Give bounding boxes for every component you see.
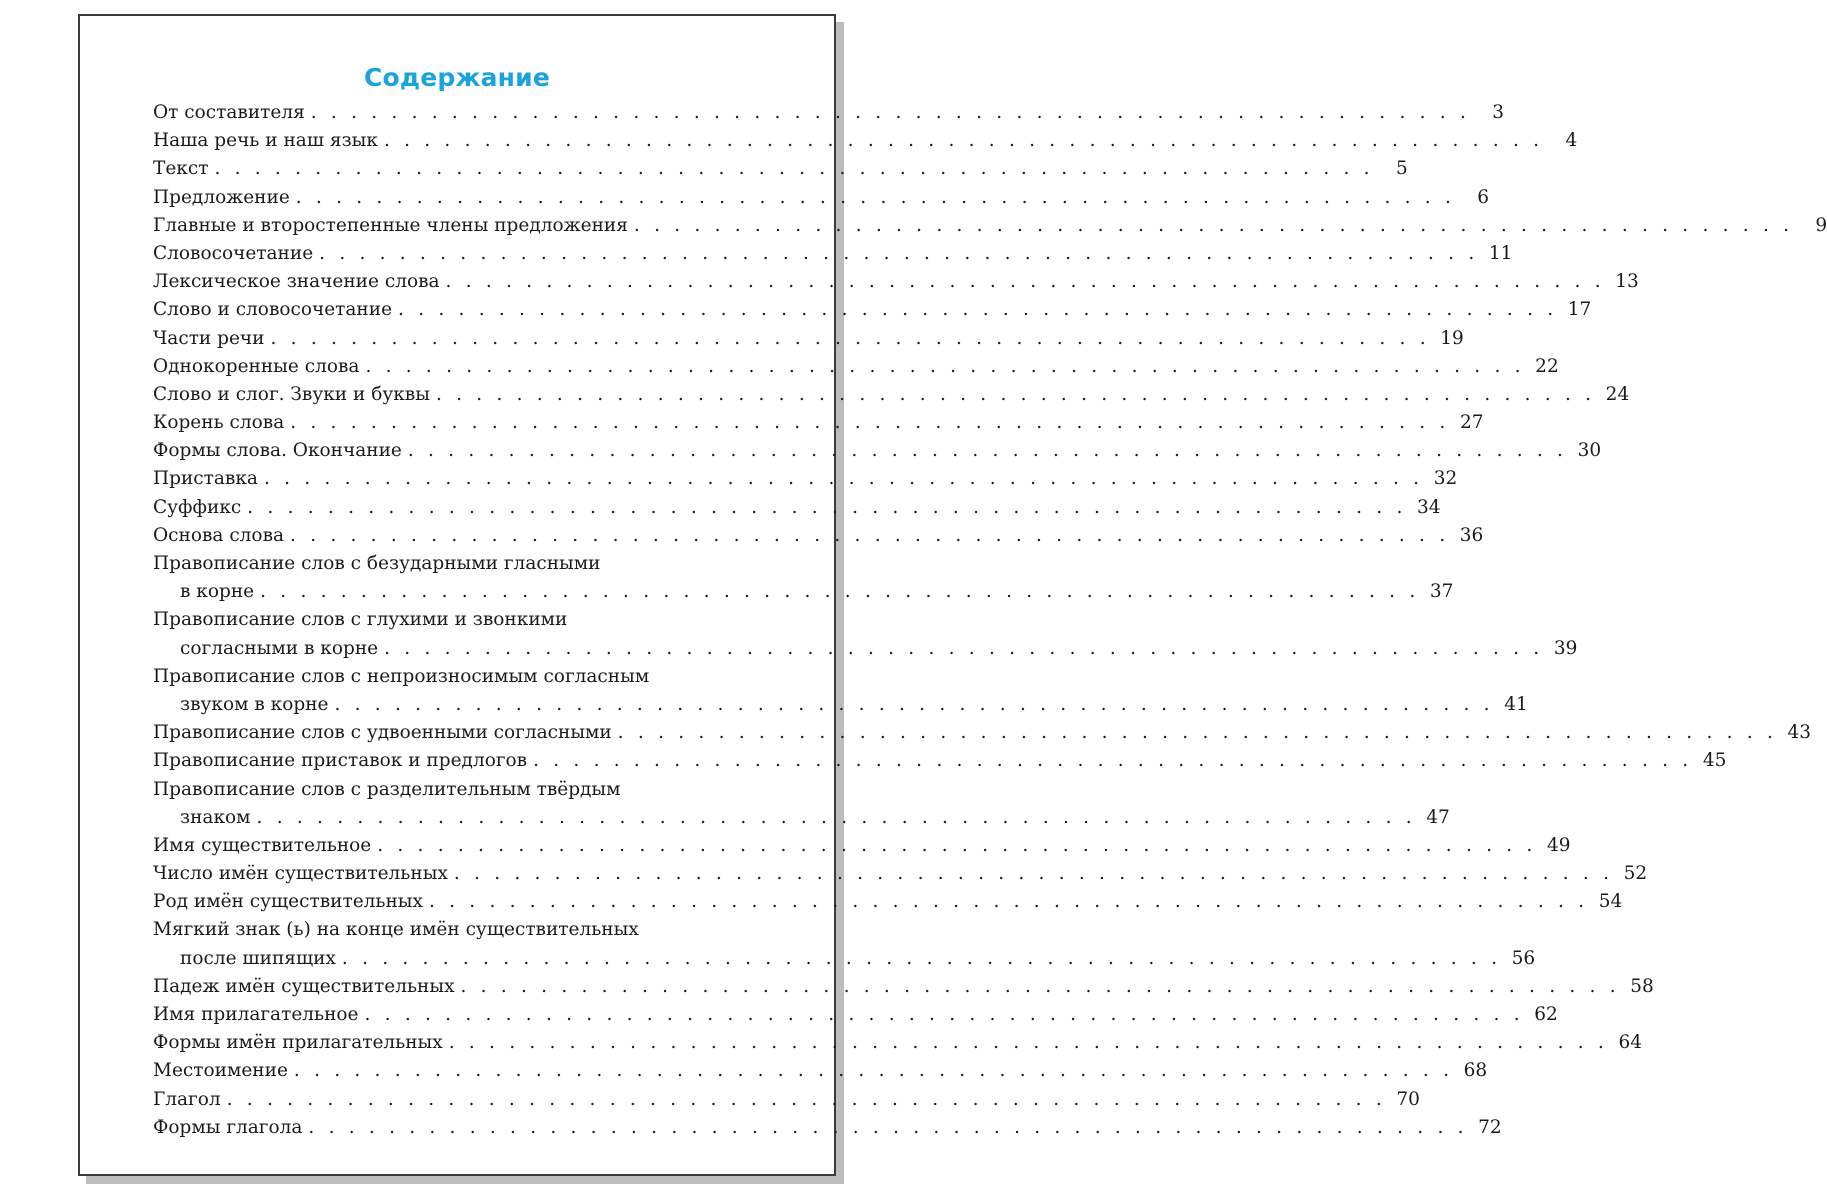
toc-entry-title: знаком bbox=[180, 806, 251, 828]
toc-entry-title: Правописание слов с разделительным твёрдым bbox=[153, 778, 621, 800]
toc-entry-title: Предложение bbox=[153, 186, 290, 208]
toc-entry bbox=[153, 609, 770, 637]
toc-entry bbox=[153, 468, 1458, 496]
toc-entry-title: Приставка bbox=[153, 468, 258, 490]
toc-entry bbox=[153, 186, 1490, 215]
toc-entry bbox=[153, 1060, 1488, 1088]
dot-leader: . . . . . . . . . . . . . . . . . . . . . . . . . . . . . . . . . . . . . . . . . . . . . . . . . . . . . . . . . . bbox=[533, 750, 1693, 772]
toc-page-number: 19 bbox=[1440, 327, 1464, 349]
toc-page-number: 43 bbox=[1787, 722, 1812, 744]
toc-entry-title: Корень слова bbox=[153, 412, 285, 434]
toc-entry-title: Местоимение bbox=[153, 1060, 288, 1082]
toc-page-number: 36 bbox=[1459, 524, 1484, 546]
toc-entry bbox=[153, 1004, 1558, 1032]
toc-entry-title: Число имён существительных bbox=[153, 863, 448, 885]
dot-leader: . . . . . . . . . . . . . . . . . . . . . . . . . . . . . . . . . . . . . . . . . . . . . . . . . . . . . . . . . . bbox=[293, 1060, 1454, 1082]
dot-leader: . . . . . . . . . . . . . . . . . . . . . . . . . . . . . . . . . . . . . . . . . . . . . . . . . . . . . . . . . . bbox=[260, 581, 1420, 603]
toc-entry-title: Суффикс bbox=[153, 496, 242, 518]
toc-entry-title: Части речи bbox=[153, 327, 265, 349]
toc-entry-title: после шипящих bbox=[180, 947, 336, 969]
toc-page-number: 64 bbox=[1618, 1032, 1642, 1054]
toc-entry-title: Формы имён прилагательных bbox=[153, 1032, 443, 1054]
toc-page-number: 24 bbox=[1605, 383, 1630, 405]
toc-entry bbox=[153, 271, 1639, 299]
toc-page-number: 39 bbox=[1553, 637, 1578, 659]
toc-page-number: 52 bbox=[1623, 863, 1648, 885]
toc-entry-title: Формы слова. Окончание bbox=[153, 440, 402, 462]
toc-entry bbox=[153, 130, 1578, 158]
toc-page-number: 62 bbox=[1534, 1004, 1558, 1025]
toc-entry bbox=[153, 158, 1408, 186]
dot-leader: . . . . . . . . . . . . . . . . . . . . . . . . . . . . . . . . . . . . . . . . . . . . . . . . . . . . . . . . . . bbox=[341, 947, 1502, 969]
toc-page-number: 37 bbox=[1429, 581, 1454, 603]
toc-entry-title: От составителя bbox=[153, 102, 305, 123]
toc-page-number: 56 bbox=[1511, 947, 1536, 969]
dot-leader: . . . . . . . . . . . . . . . . . . . . . . . . . . . . . . . . . . . . . . . . . . . . . . . . . . . . . . . . . . bbox=[226, 1088, 1386, 1110]
toc-page-number: 6 bbox=[1477, 186, 1490, 208]
table-of-contents bbox=[153, 102, 1827, 1145]
toc-entry bbox=[153, 637, 1578, 666]
dot-leader: . . . . . . . . . . . . . . . . . . . . . . . . . . . . . . . . . . . . . . . . . . . . . . . . . . . . . . . . . . bbox=[445, 271, 1605, 293]
toc-entry bbox=[153, 496, 1441, 525]
dot-leader: . . . . . . . . . . . . . . . . . . . . . . . . . . . . . . . . . . . . . . . . . . . . . . . . . . . . . . . . . . bbox=[383, 130, 1544, 152]
dot-leader: . . . . . . . . . . . . . . . . . . . . . . . . . . . . . . . . . . . . . . . . . . . . . . . . . . . . . . . . . . bbox=[270, 327, 1430, 349]
toc-entry-title: Правописание слов с глухими и звонкими bbox=[153, 609, 568, 631]
toc-entry-title: Лексическое значение слова bbox=[153, 271, 440, 293]
toc-page-number: 70 bbox=[1396, 1088, 1420, 1110]
toc-entry bbox=[153, 891, 1623, 919]
toc-page-number: 58 bbox=[1630, 975, 1654, 997]
toc-entry bbox=[153, 947, 1536, 976]
dot-leader: . . . . . . . . . . . . . . . . . . . . . . . . . . . . . . . . . . . . . . . . . . . . . . . . . . . . . . . . . . bbox=[435, 383, 1596, 405]
toc-entry bbox=[153, 1032, 1642, 1060]
toc-entry-title: Однокоренные слова bbox=[153, 355, 360, 377]
toc-entry bbox=[153, 919, 770, 947]
book-page bbox=[78, 14, 1827, 1176]
dot-leader: . . . . . . . . . . . . . . . . . . . . . . . . . . . . . . . . . . . . . . . . . . . . . . . . . . . . . . . . . . bbox=[256, 806, 1416, 828]
toc-entry bbox=[153, 242, 1513, 271]
toc-entry bbox=[153, 750, 1727, 778]
toc-entry bbox=[153, 440, 1602, 468]
toc-entry-title: Имя существительное bbox=[153, 834, 372, 856]
toc-page-number: 34 bbox=[1417, 496, 1441, 518]
toc-entry bbox=[153, 102, 1505, 130]
toc-page-number: 30 bbox=[1577, 440, 1602, 462]
toc-page-number: 13 bbox=[1615, 271, 1639, 293]
dot-leader: . . . . . . . . . . . . . . . . . . . . . . . . . . . . . . . . . . . . . . . . . . . . . . . . . . . . . . . . . . bbox=[448, 1032, 1608, 1054]
dot-leader: . . . . . . . . . . . . . . . . . . . . . . . . . . . . . . . . . . . . . . . . . . . . . . . . . . . . . . . . . . bbox=[290, 412, 1450, 434]
toc-entry-title: Основа слова bbox=[153, 524, 285, 546]
toc-page-number: 5 bbox=[1395, 158, 1408, 180]
dot-leader: . . . . . . . . . . . . . . . . . . . . . . . . . . . . . . . . . . . . . . . . . . . . . . . . . . . . . . . . . . bbox=[460, 975, 1620, 997]
toc-entry-title: Правописание слов с непроизносимым согласным bbox=[153, 665, 650, 687]
dot-leader: . . . . . . . . . . . . . . . . . . . . . . . . . . . . . . . . . . . . . . . . . . . . . . . . . . . . . . . . . . bbox=[319, 242, 1479, 264]
toc-entry-title: Словосочетание bbox=[153, 242, 314, 264]
dot-leader: . . . . . . . . . . . . . . . . . . . . . . . . . . . . . . . . . . . . . . . . . . . . . . . . . . . . . . . . . . bbox=[453, 863, 1614, 885]
toc-entry-title: звуком в корне bbox=[180, 693, 329, 715]
dot-leader: . . . . . . . . . . . . . . . . . . . . . . . . . . . . . . . . . . . . . . . . . . . . . . . . . . . . . . . . . . bbox=[365, 355, 1525, 377]
toc-entry bbox=[153, 1116, 1502, 1145]
toc-entry bbox=[153, 299, 1592, 327]
dot-leader: . . . . . . . . . . . . . . . . . . . . . . . . . . . . . . . . . . . . . . . . . . . . . . . . . . . . . . . . . . bbox=[290, 524, 1450, 546]
dot-leader: . . . . . . . . . . . . . . . . . . . . . . . . . . . . . . . . . . . . . . . . . . . . . . . . . . . . . . . . . . bbox=[247, 496, 1407, 518]
toc-page-number: 68 bbox=[1463, 1060, 1488, 1082]
dot-leader: . . . . . . . . . . . . . . . . . . . . . . . . . . . . . . . . . . . . . . . . . . . . . . . . . . . . . . . . . . bbox=[633, 214, 1794, 236]
toc-entry bbox=[153, 834, 1571, 863]
toc-entry bbox=[153, 975, 1654, 1004]
toc-entry bbox=[153, 693, 1528, 722]
toc-entry-title: Формы глагола bbox=[153, 1116, 303, 1138]
toc-entry-title: Глагол bbox=[153, 1088, 221, 1110]
dot-leader: . . . . . . . . . . . . . . . . . . . . . . . . . . . . . . . . . . . . . . . . . . . . . . . . . . . . . . . . . . bbox=[407, 440, 1568, 462]
toc-page-number: 47 bbox=[1426, 806, 1450, 828]
toc-entry-title: Правописание приставок и предлогов bbox=[153, 750, 528, 772]
toc-page-number: 72 bbox=[1478, 1116, 1502, 1138]
dot-leader: . . . . . . . . . . . . . . . . . . . . . . . . . . . . . . . . . . . . . . . . . . . . . . . . . . . . . . . . . . bbox=[364, 1004, 1524, 1025]
toc-entry bbox=[153, 1088, 1420, 1117]
toc-page-number: 27 bbox=[1459, 412, 1484, 434]
toc-page-number: 4 bbox=[1565, 130, 1578, 152]
dot-leader: . . . . . . . . . . . . . . . . . . . . . . . . . . . . . . . . . . . . . . . . . . . . . . . . . . . . . . . . . . bbox=[295, 186, 1456, 208]
toc-entry bbox=[153, 355, 1559, 384]
dot-leader: . . . . . . . . . . . . . . . . . . . . . . . . . . . . . . . . . . . . . . . . . . . . . . . . . . . . . . . . . . bbox=[310, 102, 1471, 123]
toc-entry bbox=[153, 779, 770, 807]
page-title: Содержание bbox=[363, 63, 551, 92]
toc-page-number: 11 bbox=[1488, 242, 1513, 264]
toc-entry bbox=[153, 863, 1648, 891]
dot-leader: . . . . . . . . . . . . . . . . . . . . . . . . . . . . . . . . . . . . . . . . . . . . . . . . . . . . . . . . . . bbox=[214, 158, 1374, 180]
toc-page-number: 3 bbox=[1492, 102, 1505, 123]
toc-entry-title: Имя прилагательное bbox=[153, 1004, 359, 1025]
toc-entry-title: согласными в корне bbox=[180, 637, 379, 659]
toc-entry-title: Правописание слов с безударными гласными bbox=[153, 553, 601, 574]
toc-page-number: 22 bbox=[1535, 355, 1559, 377]
toc-entry bbox=[153, 412, 1484, 440]
toc-entry-title: Правописание слов с удвоенными согласными bbox=[153, 722, 612, 744]
toc-entry-title: Наша речь и наш язык bbox=[153, 130, 378, 152]
toc-page-number: 32 bbox=[1433, 468, 1458, 490]
toc-entry bbox=[153, 524, 1484, 553]
dot-leader: . . . . . . . . . . . . . . . . . . . . . . . . . . . . . . . . . . . . . . . . . . . . . . . . . . . . . . . . . . bbox=[384, 637, 1544, 659]
toc-page-number: 41 bbox=[1504, 693, 1528, 715]
dot-leader: . . . . . . . . . . . . . . . . . . . . . . . . . . . . . . . . . . . . . . . . . . . . . . . . . . . . . . . . . . bbox=[377, 834, 1537, 856]
toc-entry-title: Главные и второстепенные члены предложения bbox=[153, 214, 628, 236]
toc-entry bbox=[153, 214, 1827, 243]
toc-page-number: 9 bbox=[1815, 214, 1827, 236]
toc-entry bbox=[153, 383, 1630, 412]
toc-entry bbox=[153, 806, 1450, 835]
dot-leader: . . . . . . . . . . . . . . . . . . . . . . . . . . . . . . . . . . . . . . . . . . . . . . . . . . . . . . . . . . bbox=[263, 468, 1424, 490]
dot-leader: . . . . . . . . . . . . . . . . . . . . . . . . . . . . . . . . . . . . . . . . . . . . . . . . . . . . . . . . . . bbox=[617, 722, 1778, 744]
toc-page-number: 49 bbox=[1546, 834, 1571, 856]
toc-entry bbox=[153, 722, 1812, 750]
toc-entry bbox=[153, 581, 1454, 609]
toc-entry-title: Текст bbox=[153, 158, 209, 180]
dot-leader: . . . . . . . . . . . . . . . . . . . . . . . . . . . . . . . . . . . . . . . . . . . . . . . . . . . . . . . . . . bbox=[308, 1116, 1468, 1138]
toc-entry-title: Слово и словосочетание bbox=[153, 299, 393, 321]
toc-page-number: 17 bbox=[1567, 299, 1592, 321]
toc-entry-title: Падеж имён существительных bbox=[153, 975, 455, 997]
toc-entry-title: Род имён существительных bbox=[153, 891, 423, 913]
toc-entry-title: в корне bbox=[180, 581, 255, 603]
dot-leader: . . . . . . . . . . . . . . . . . . . . . . . . . . . . . . . . . . . . . . . . . . . . . . . . . . . . . . . . . . bbox=[398, 299, 1558, 321]
toc-entry-title: Слово и слог. Звуки и буквы bbox=[153, 383, 430, 405]
dot-leader: . . . . . . . . . . . . . . . . . . . . . . . . . . . . . . . . . . . . . . . . . . . . . . . . . . . . . . . . . . bbox=[334, 693, 1494, 715]
toc-entry-title: Мягкий знак (ь) на конце имён существительных bbox=[153, 919, 639, 941]
toc-entry bbox=[153, 666, 770, 694]
toc-page-number: 54 bbox=[1598, 891, 1623, 913]
toc-page-number: 45 bbox=[1702, 750, 1727, 772]
dot-leader: . . . . . . . . . . . . . . . . . . . . . . . . . . . . . . . . . . . . . . . . . . . . . . . . . . . . . . . . . . bbox=[428, 891, 1589, 913]
toc-entry bbox=[153, 327, 1464, 356]
toc-entry bbox=[153, 553, 770, 581]
